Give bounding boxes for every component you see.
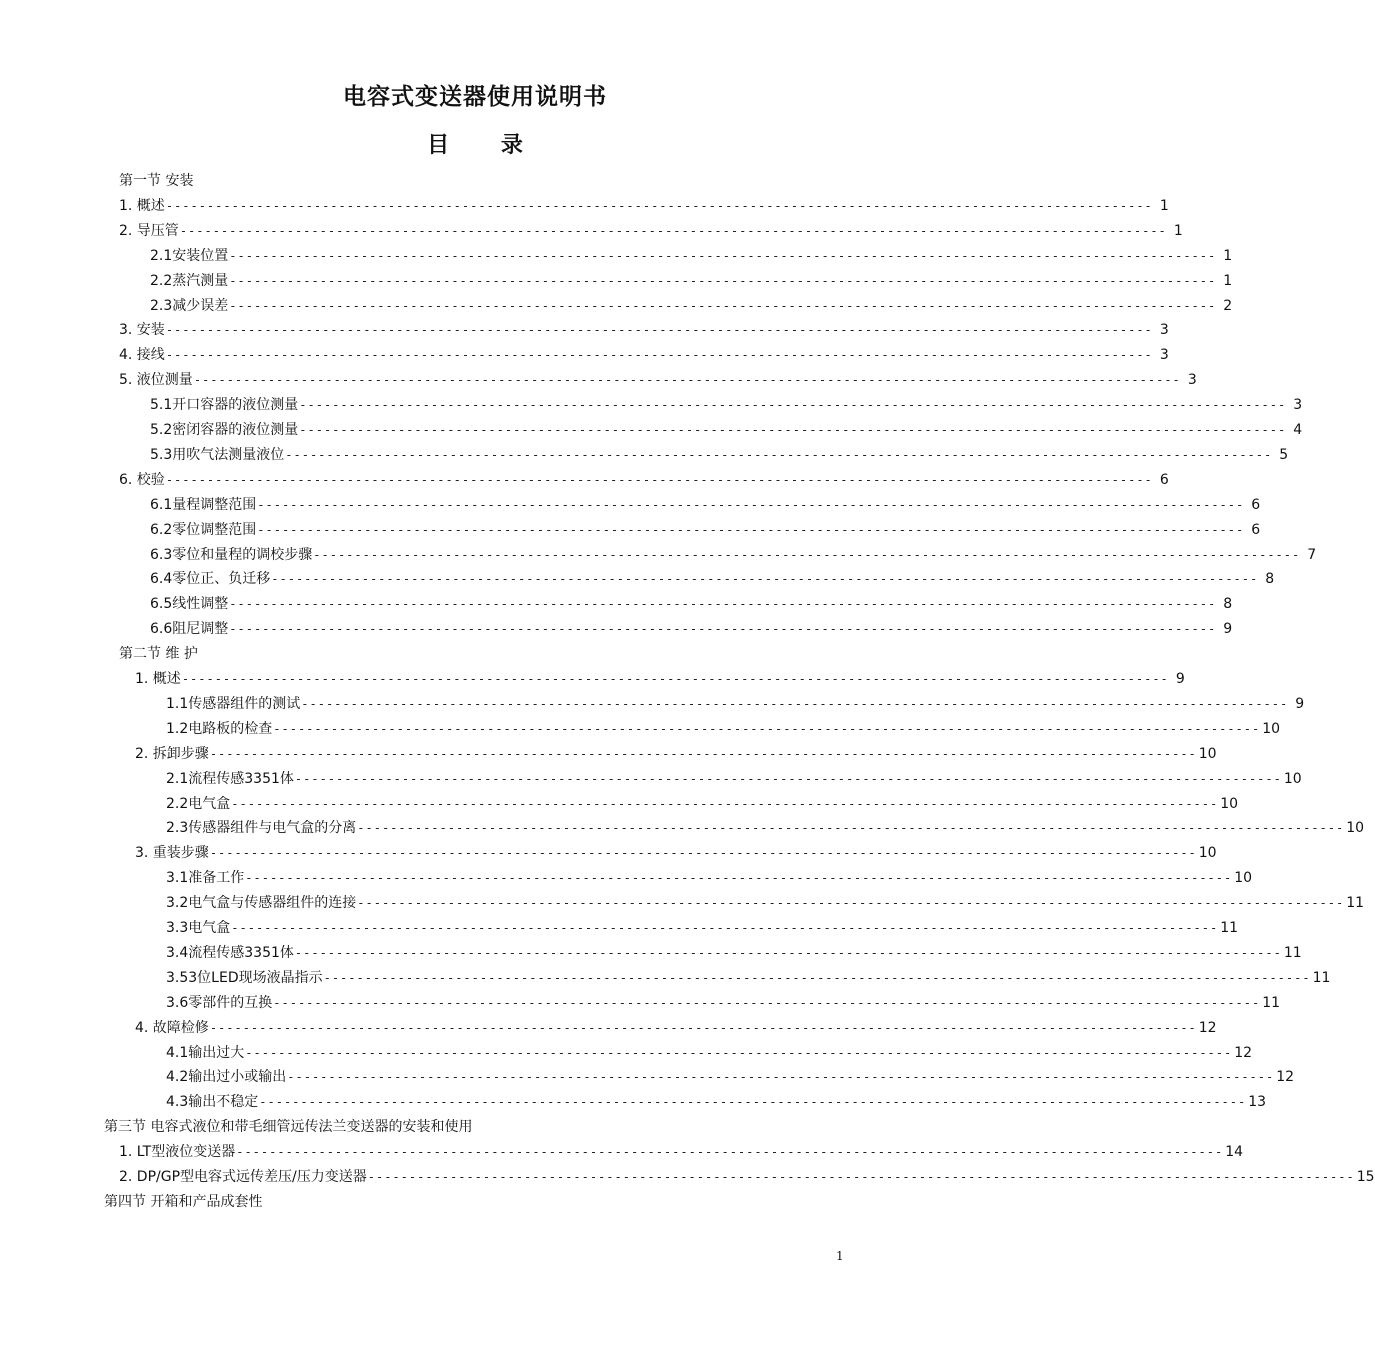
toc-entry-label: 3.4流程传感3351体 bbox=[166, 944, 294, 961]
toc-page-number: 3 bbox=[1293, 397, 1303, 414]
toc-leader-dots: ------------------------------------------------------------------------------------------------------------------------ bbox=[294, 945, 1282, 960]
toc-page-number: 3 bbox=[1187, 372, 1197, 389]
toc-page-number: 4 bbox=[1293, 422, 1303, 438]
toc-page-number: 6 bbox=[1159, 471, 1169, 488]
toc-page-number: 10 bbox=[1283, 770, 1302, 787]
toc-entry-label: 2. 拆卸步骤 bbox=[135, 745, 209, 762]
toc-entry[interactable] bbox=[150, 617, 1233, 641]
toc-entry-label: 1.1传感器组件的测试 bbox=[166, 695, 301, 712]
toc-entry[interactable] bbox=[166, 717, 1281, 741]
toc-entry[interactable] bbox=[119, 468, 1169, 492]
toc-entry[interactable] bbox=[166, 692, 1305, 716]
toc-leader-dots: ------------------------------------------------------------------------------------------------------------------------ bbox=[229, 622, 1217, 637]
toc-entry-label: 6.1量程调整范围 bbox=[150, 496, 257, 513]
toc-page-number: 3 bbox=[1159, 347, 1169, 364]
toc-entry-label: 2.2电气盒 bbox=[166, 795, 231, 812]
toc-section-heading: 第四节 开箱和产品成套性 bbox=[104, 1193, 263, 1210]
toc-page-number: 10 bbox=[1234, 870, 1253, 887]
toc-section-heading: 第三节 电容式液位和带毛细管远传法兰变送器的安装和使用 bbox=[104, 1119, 473, 1136]
toc-page-number: 15 bbox=[1356, 1169, 1375, 1185]
toc-page-number: 11 bbox=[1220, 920, 1239, 936]
toc-page-number: 7 bbox=[1307, 546, 1317, 563]
toc-page-number: 6 bbox=[1251, 521, 1261, 538]
toc-leader-dots: ------------------------------------------------------------------------------------------------------------------------ bbox=[193, 373, 1181, 388]
toc-page-number: 9 bbox=[1175, 671, 1185, 687]
toc-leader-dots: ------------------------------------------------------------------------------------------------------------------------ bbox=[301, 696, 1289, 711]
toc-page-number: 10 bbox=[1262, 720, 1281, 737]
toc-leader-dots: ------------------------------------------------------------------------------------------------------------------------ bbox=[271, 572, 1259, 587]
toc-entry[interactable] bbox=[119, 318, 1169, 342]
toc-entry[interactable] bbox=[119, 219, 1183, 243]
toc-entry-label: 6.2零位调整范围 bbox=[150, 521, 257, 538]
toc-leader-dots: ------------------------------------------------------------------------------------------------------------------------ bbox=[299, 398, 1287, 413]
toc-entry-label: 2.1流程传感3351体 bbox=[166, 770, 294, 787]
toc-page-number: 2 bbox=[1223, 297, 1233, 314]
toc-heading: 目 录 bbox=[427, 133, 523, 158]
toc-entry-label: 2. DP/GP型电容式远传差压/压力变送器 bbox=[119, 1169, 367, 1185]
toc-leader-dots: ------------------------------------------------------------------------------------------------------------------------ bbox=[273, 995, 1261, 1010]
toc-leader-dots: ------------------------------------------------------------------------------------------------------------------------ bbox=[287, 1070, 1275, 1085]
toc-entry-label: 3.3电气盒 bbox=[166, 920, 231, 936]
toc-entry[interactable] bbox=[150, 294, 1233, 318]
toc-entry-label: 3.2电气盒与传感器组件的连接 bbox=[166, 895, 357, 912]
toc-page-number: 1 bbox=[1223, 247, 1233, 264]
toc-entry[interactable] bbox=[166, 1041, 1253, 1065]
toc-page-number: 11 bbox=[1346, 895, 1365, 912]
toc-leader-dots: ------------------------------------------------------------------------------------------------------------------------ bbox=[231, 921, 1219, 935]
toc-leader-dots: ------------------------------------------------------------------------------------------------------------------------ bbox=[245, 1045, 1233, 1060]
document-title: 电容式变送器使用说明书 bbox=[343, 84, 607, 110]
toc-entry-label: 6.4零位正、负迁移 bbox=[150, 571, 271, 588]
toc-page-number: 1 bbox=[1159, 197, 1169, 214]
toc-page-number: 10 bbox=[1198, 845, 1217, 862]
toc-entry[interactable] bbox=[166, 792, 1239, 816]
toc-leader-dots: ------------------------------------------------------------------------------------------------------------------------ bbox=[231, 796, 1219, 811]
toc-entry[interactable] bbox=[119, 1140, 1244, 1164]
toc-page-number: 10 bbox=[1346, 820, 1365, 837]
toc-entry-label: 5.2密闭容器的液位测量 bbox=[150, 422, 299, 438]
toc-entry[interactable] bbox=[150, 567, 1275, 591]
toc-entry-label: 1. LT型液位变送器 bbox=[119, 1144, 236, 1161]
toc-entry-label: 2.3传感器组件与电气盒的分离 bbox=[166, 820, 357, 837]
toc-entry-label: 6.6阻尼调整 bbox=[150, 621, 229, 638]
toc-leader-dots: ------------------------------------------------------------------------------------------------------------------------ bbox=[313, 547, 1301, 562]
toc-leader-dots: ------------------------------------------------------------------------------------------------------------------------ bbox=[357, 821, 1345, 836]
toc-entry[interactable] bbox=[135, 742, 1217, 766]
toc-entry[interactable] bbox=[150, 244, 1233, 268]
toc-entry-label: 2. 导压管 bbox=[119, 222, 179, 239]
toc-leader-dots: ------------------------------------------------------------------------------------------------------------------------ bbox=[229, 248, 1217, 263]
toc-section-heading: 第一节 安装 bbox=[119, 173, 194, 189]
toc-entry[interactable] bbox=[119, 1165, 1375, 1189]
toc-entry[interactable] bbox=[166, 991, 1281, 1015]
toc-page-number: 10 bbox=[1220, 795, 1239, 812]
toc-entry[interactable] bbox=[166, 966, 1331, 990]
toc-entry[interactable] bbox=[150, 418, 1303, 442]
toc-entry-label: 6.5线性调整 bbox=[150, 596, 229, 613]
toc-leader-dots: ------------------------------------------------------------------------------------------------------------------------ bbox=[165, 472, 1153, 487]
toc-leader-dots: ------------------------------------------------------------------------------------------------------------------------ bbox=[229, 298, 1217, 313]
toc-page-number: 11 bbox=[1262, 994, 1281, 1011]
toc-entry-label: 3.53位LED现场液晶指示 bbox=[166, 969, 323, 986]
toc-entry-label: 5.1开口容器的液位测量 bbox=[150, 397, 299, 414]
page-number: 1 bbox=[836, 1249, 844, 1263]
toc-leader-dots: ------------------------------------------------------------------------------------------------------------------------ bbox=[285, 447, 1273, 462]
toc-entry-label: 4.2输出过小或输出 bbox=[166, 1069, 287, 1086]
toc-leader-dots: ------------------------------------------------------------------------------------------------------------------------ bbox=[165, 323, 1153, 338]
toc-page-number: 8 bbox=[1223, 596, 1233, 613]
toc-leader-dots: ------------------------------------------------------------------------------------------------------------------------ bbox=[179, 223, 1167, 238]
toc-entry-label: 2.3减少误差 bbox=[150, 297, 229, 314]
toc-entry[interactable] bbox=[150, 269, 1233, 293]
toc-entry[interactable] bbox=[166, 866, 1253, 890]
toc-entry-label: 3. 安装 bbox=[119, 322, 165, 339]
toc-leader-dots: ------------------------------------------------------------------------------------------------------------------------ bbox=[259, 1095, 1247, 1110]
toc-entry-label: 3.1准备工作 bbox=[166, 870, 245, 887]
toc-page-number: 11 bbox=[1312, 969, 1331, 986]
toc-leader-dots: ------------------------------------------------------------------------------------------------------------------------ bbox=[229, 273, 1217, 288]
toc-page-number: 9 bbox=[1223, 621, 1233, 638]
toc-leader-dots: ------------------------------------------------------------------------------------------------------------------------ bbox=[181, 672, 1169, 686]
toc-entry[interactable] bbox=[150, 592, 1233, 616]
toc-entry-label: 4. 接线 bbox=[119, 347, 165, 364]
toc-page-number: 12 bbox=[1198, 1019, 1217, 1036]
toc-entry[interactable] bbox=[166, 916, 1239, 940]
toc-page-number: 3 bbox=[1159, 322, 1169, 339]
toc-leader-dots: ------------------------------------------------------------------------------------------------------------------------ bbox=[165, 348, 1153, 363]
toc-leader-dots: ------------------------------------------------------------------------------------------------------------------------ bbox=[257, 522, 1245, 537]
toc-page-number: 8 bbox=[1265, 571, 1275, 588]
toc-entry-label: 3. 重装步骤 bbox=[135, 845, 209, 862]
toc-entry[interactable] bbox=[150, 393, 1303, 417]
toc-entry-label: 5. 液位测量 bbox=[119, 372, 193, 389]
toc-entry[interactable] bbox=[135, 667, 1185, 691]
toc-leader-dots: ------------------------------------------------------------------------------------------------------------------------ bbox=[165, 198, 1153, 213]
toc-page-number: 12 bbox=[1234, 1044, 1253, 1061]
toc-entry[interactable] bbox=[166, 816, 1365, 840]
toc-leader-dots: ------------------------------------------------------------------------------------------------------------------------ bbox=[323, 970, 1311, 985]
toc-entry-label: 2.2蒸汽测量 bbox=[150, 272, 229, 289]
toc-entry[interactable] bbox=[135, 841, 1217, 865]
toc-entry-label: 1. 概述 bbox=[135, 671, 181, 687]
toc-entry-label: 4.3输出不稳定 bbox=[166, 1094, 259, 1111]
toc-leader-dots: ------------------------------------------------------------------------------------------------------------------------ bbox=[273, 721, 1261, 736]
toc-entry[interactable] bbox=[166, 941, 1302, 965]
toc-entry[interactable] bbox=[150, 543, 1317, 567]
toc-page-number: 14 bbox=[1225, 1144, 1244, 1161]
toc-entry[interactable] bbox=[166, 1090, 1267, 1114]
toc-leader-dots: ------------------------------------------------------------------------------------------------------------------------ bbox=[367, 1170, 1355, 1184]
toc-entry-label: 1. 概述 bbox=[119, 197, 165, 214]
toc-leader-dots: ------------------------------------------------------------------------------------------------------------------------ bbox=[209, 1020, 1197, 1035]
toc-page-number: 13 bbox=[1248, 1094, 1267, 1111]
toc-leader-dots: ------------------------------------------------------------------------------------------------------------------------ bbox=[245, 871, 1233, 886]
toc-entry-label: 6.3零位和量程的调校步骤 bbox=[150, 546, 313, 563]
toc-entry[interactable] bbox=[119, 368, 1197, 392]
toc-leader-dots: ------------------------------------------------------------------------------------------------------------------------ bbox=[209, 846, 1197, 861]
toc-leader-dots: ------------------------------------------------------------------------------------------------------------------------ bbox=[294, 771, 1282, 786]
toc-entry-label: 2.1安装位置 bbox=[150, 247, 229, 264]
toc-entry[interactable] bbox=[119, 343, 1169, 367]
toc-page-number: 11 bbox=[1283, 944, 1302, 961]
toc-entry-label: 1.2电路板的检查 bbox=[166, 720, 273, 737]
toc-entry-label: 5.3用吹气法测量液位 bbox=[150, 446, 285, 463]
toc-page-number: 5 bbox=[1279, 446, 1289, 463]
toc-page-number: 6 bbox=[1251, 496, 1261, 513]
toc-page-number: 1 bbox=[1173, 222, 1183, 239]
toc-leader-dots: ------------------------------------------------------------------------------------------------------------------------ bbox=[236, 1145, 1224, 1160]
toc-entry-label: 6. 校验 bbox=[119, 471, 165, 488]
toc-page-number: 10 bbox=[1198, 745, 1217, 762]
toc-section-heading: 第二节 维 护 bbox=[119, 646, 198, 663]
toc-leader-dots: ------------------------------------------------------------------------------------------------------------------------ bbox=[209, 746, 1197, 761]
toc-page-number: 12 bbox=[1276, 1069, 1295, 1086]
toc-leader-dots: ------------------------------------------------------------------------------------------------------------------------ bbox=[257, 497, 1245, 512]
toc-entry-label: 4. 故障检修 bbox=[135, 1019, 209, 1036]
toc-entry[interactable] bbox=[119, 194, 1169, 218]
toc-entry[interactable] bbox=[150, 443, 1289, 467]
toc-entry-label: 4.1输出过大 bbox=[166, 1044, 245, 1061]
toc-page-number: 1 bbox=[1223, 272, 1233, 289]
toc-leader-dots: ------------------------------------------------------------------------------------------------------------------------ bbox=[299, 423, 1287, 437]
toc-entry[interactable] bbox=[166, 1065, 1295, 1089]
toc-page-number: 9 bbox=[1295, 695, 1305, 712]
toc-leader-dots: ------------------------------------------------------------------------------------------------------------------------ bbox=[229, 597, 1217, 612]
toc-entry[interactable] bbox=[135, 1016, 1217, 1040]
toc-entry[interactable] bbox=[166, 891, 1365, 915]
toc-entry-label: 3.6零部件的互换 bbox=[166, 994, 273, 1011]
toc-leader-dots: ------------------------------------------------------------------------------------------------------------------------ bbox=[357, 896, 1345, 911]
toc-entry[interactable] bbox=[150, 518, 1261, 542]
toc-entry[interactable] bbox=[150, 493, 1261, 517]
toc-entry[interactable] bbox=[166, 767, 1302, 791]
